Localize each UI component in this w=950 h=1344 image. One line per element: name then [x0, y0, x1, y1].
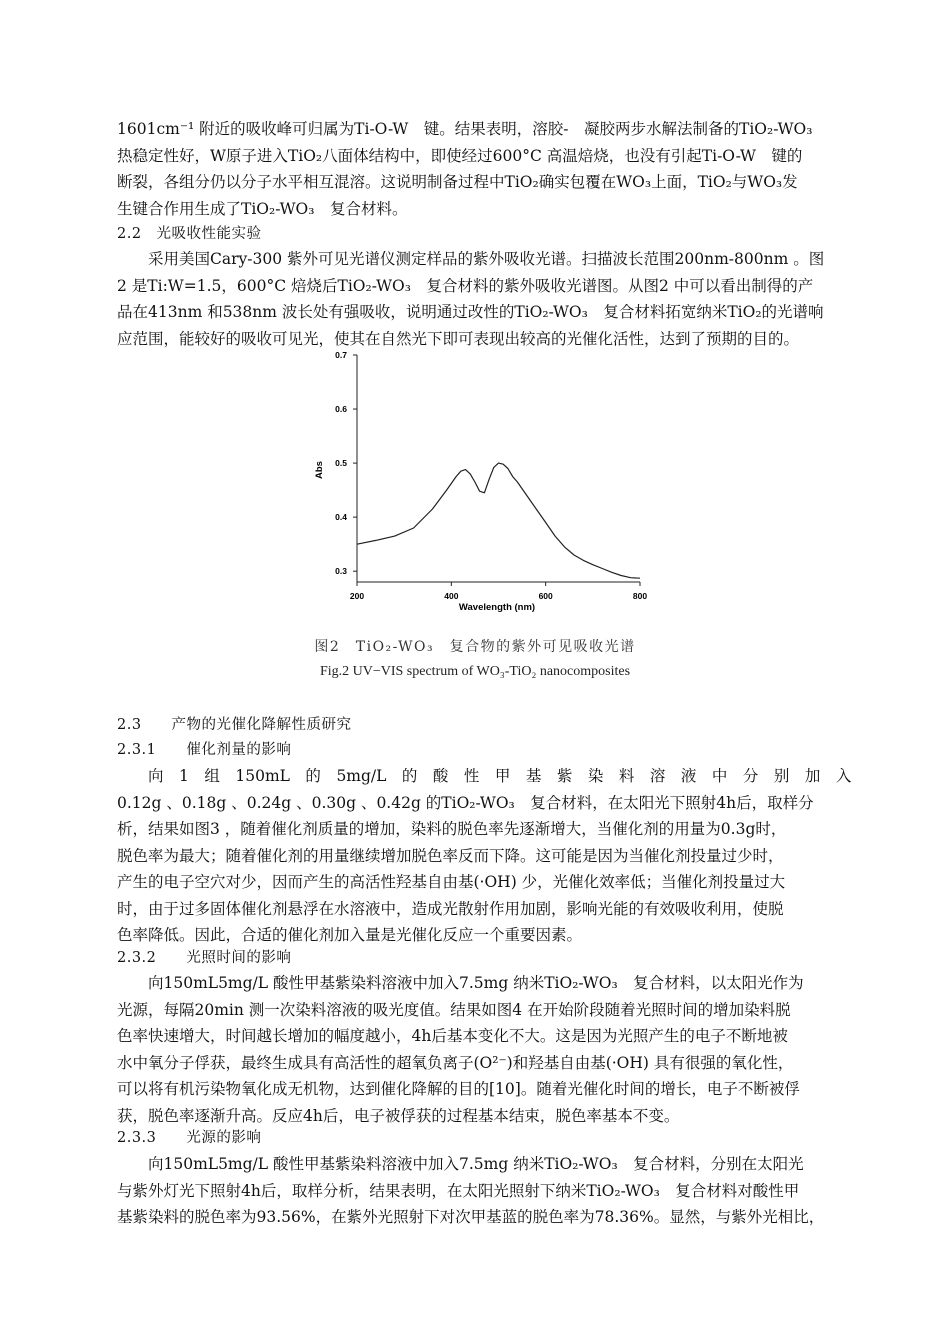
text-line: 0.12g 、0.18g 、0.24g 、0.30g 、0.42g 的TiO₂-WO₃ 复合材料，在太阳光下照射4h后，取样分 — [117, 793, 814, 812]
paragraph-illumination-time — [117, 970, 857, 1129]
uv-vis-spectrum-chart — [300, 345, 660, 620]
section-heading-2-3-1: 2.3.1 催化剂量的影响 — [117, 742, 292, 758]
text-line: 产生的电子空穴对少，因而产生的高活性羟基自由基(·OH) 少，光催化效率低；当催化剂投量过大 — [117, 873, 786, 891]
chart-plot — [357, 463, 640, 578]
text-line: 向150mL5mg/L 酸性甲基紫染料溶液中加入7.5mg 纳米TiO₂-WO₃ 复合材料，以太阳光作为 — [148, 974, 804, 992]
figure-caption-chinese: 图2 TiO₂-WO₃ 复合物的紫外可见吸收光谱 — [314, 639, 636, 655]
y-tick-label: 0.7 — [335, 350, 347, 360]
text-line: 与紫外灯光下照射4h后，取样分析，结果表明，在太阳光照射下纳米TiO₂-WO₃ 复合材料对酸性甲 — [117, 1181, 800, 1200]
text-line: 获，脱色率逐渐升高。反应4h后，电子被俘获的过程基本结束，脱色率基本不变。 — [117, 1106, 680, 1125]
text-line: 可以将有机污染物氧化成无机物，达到催化降解的目的[10]。随着光催化时间的增长，电子不断被俘 — [117, 1080, 800, 1098]
text-line: 时，由于过多固体催化剂悬浮在水溶液中，造成光散射作用加剧，影响光能的有效吸收利用，使脱 — [117, 899, 784, 918]
y-tick-label: 0.5 — [335, 458, 347, 469]
chart-axes — [357, 355, 640, 582]
text-line: 光源，每隔20min 测一次染料溶液的吸光度值。结果如图4 在开始阶段随着光照时间的增加染料脱 — [117, 1000, 791, 1019]
section-heading-2-3-3: 2.3.3 光源的影响 — [117, 1130, 262, 1146]
text-line: 水中氧分子俘获，最终生成具有高活性的超氧负离子(O²⁻)和羟基自由基(·OH) 具有很强的氧化性， — [117, 1053, 794, 1072]
section-heading-2-2: 2.2 光吸收性能实验 — [117, 226, 262, 242]
text-line: 断裂，各组分仍以分子水平相互混溶。这说明制备过程中TiO₂确实包覆在WO₃上面，TiO₂与WO₃发 — [117, 173, 798, 191]
text-line: 色率快速增大，时间越长增加的幅度越小，4h后基本变化不大。这是因为光照产生的电子不断地被 — [117, 1027, 788, 1045]
text-line: 1601cm⁻¹ 附近的吸收峰可归属为Ti-O-W 键。结果表明，溶胶- 凝胶两步水解法制备的TiO₂-WO₃ — [117, 120, 813, 138]
chart-ticks — [335, 350, 647, 601]
paragraph-light-source — [117, 1151, 857, 1231]
paragraph-ir-results — [117, 116, 857, 222]
text-line: 采用美国Cary-300 紫外可见光谱仪测定样品的紫外吸收光谱。扫描波长范围200nm-800nm 。图 — [148, 250, 825, 268]
text-line: 应范围，能较好的吸收可见光，使其在自然光下即可表现出较高的光催化活性，达到了预期的目的。 — [117, 329, 800, 348]
text-line: 析，结果如图3 ，随着催化剂质量的增加，染料的脱色率先逐渐增大，当催化剂的用量为0.3g时， — [117, 820, 787, 838]
y-axis-label: Abs — [314, 461, 325, 479]
text-line: 2 是Ti:W=1.5，600°C 焙烧后TiO₂-WO₃ 复合材料的紫外吸收光谱图。从图2 中可以看出制得的产 — [117, 276, 814, 295]
text-line: 热稳定性好，W原子进入TiO₂八面体结构中，即使经过600°C 高温焙烧，也没有引起Ti-O-W 键的 — [117, 146, 803, 165]
x-tick-label: 200 — [349, 591, 365, 601]
text-line: 向150mL5mg/L 酸性甲基紫染料溶液中加入7.5mg 纳米TiO₂-WO₃ 复合材料，分别在太阳光 — [148, 1155, 804, 1173]
y-tick-label: 0.6 — [335, 404, 347, 415]
figure-caption-english: Fig.2 UV−VIS spectrum of WO₃-TiO₂ nanocomposites — [319, 664, 631, 679]
x-tick-label: 600 — [538, 591, 553, 601]
x-axis-label: Wavelength (nm) — [458, 602, 536, 613]
spectrum-line — [357, 463, 640, 578]
section-heading-2-3-2: 2.3.2 光照时间的影响 — [117, 950, 292, 966]
text-line: 生键合作用生成了TiO₂-WO₃ 复合材料。 — [117, 199, 408, 218]
text-line: 向 1 组 150mL 的 5mg/L 的 酸 性 甲 基 紫 染 料 溶 液 中 分 别 加 入 — [148, 767, 852, 785]
paragraph-catalyst-amount — [117, 763, 857, 949]
paragraph-absorption — [117, 246, 857, 352]
text-line: 基紫染料的脱色率为93.56%，在紫外光照射下对次甲基蓝的脱色率为78.36%。显然，与紫外光相比， — [117, 1208, 825, 1226]
text-line: 色率降低。因此，合适的催化剂加入量是光催化反应一个重要因素。 — [117, 926, 583, 944]
x-tick-label: 800 — [632, 591, 648, 601]
text-line: 品在413nm 和538nm 波长处有强吸收，说明通过改性的TiO₂-WO₃ 复合材料拓宽纳米TiO₂的光谱响 — [117, 303, 824, 321]
text-line: 脱色率为最大；随着催化剂的用量继续增加脱色率反而下降。这可能是因为当催化剂投量过少时， — [117, 846, 784, 865]
y-tick-label: 0.4 — [335, 512, 347, 523]
y-tick-label: 0.3 — [335, 566, 347, 577]
x-tick-label: 400 — [444, 591, 459, 601]
section-heading-2-3: 2.3 产物的光催化降解性质研究 — [117, 717, 352, 733]
